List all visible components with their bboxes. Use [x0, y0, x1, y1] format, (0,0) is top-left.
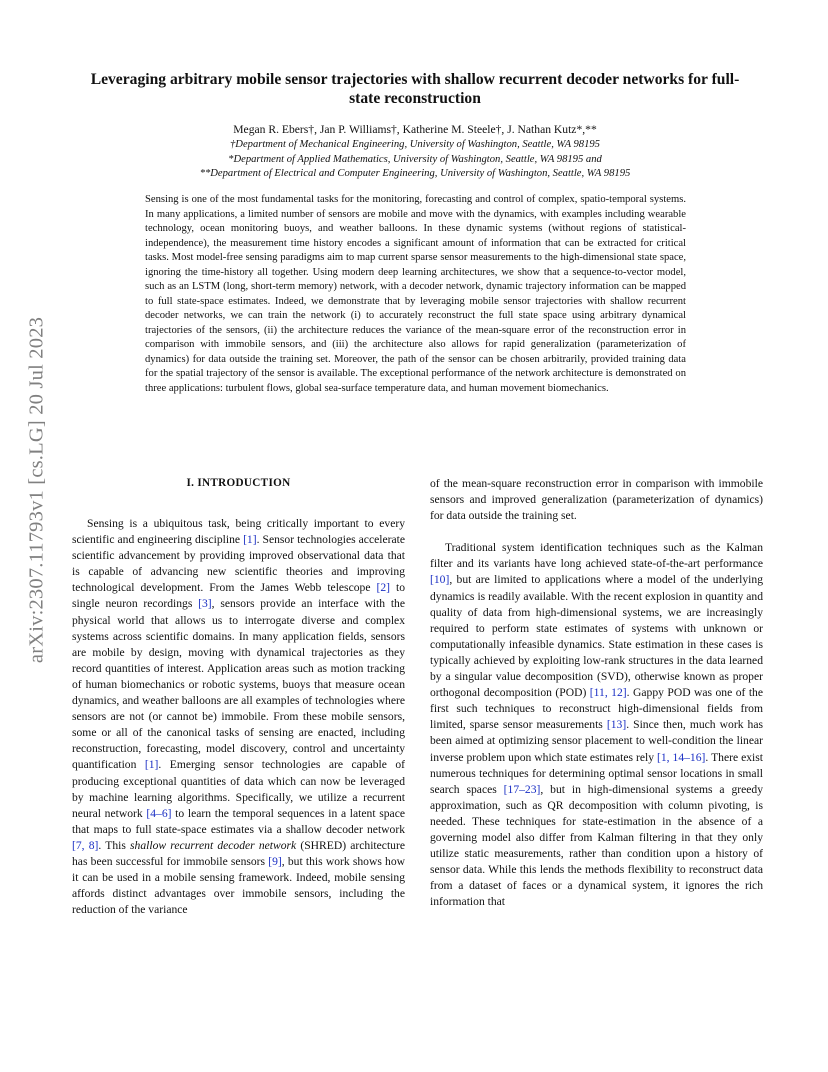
- abstract: Sensing is one of the most fundamental tasks for the monitoring, forecasting and control of complex, spatio-temporal systems. In many applications, a limited number of sensors are mobile and move with the dynamics, with examples including wearable technology, ocean monitoring buoys, and weather balloons. In these dynamic systems (without regions of statistical-independence), the measurement time history encodes a significant amount of information that can be extracted for critical tasks. Most model-free sensing paradigms aim to map current sparse sensor measurements to the high-dimensional state space, ignoring the time-history all together. Using modern deep learning architectures, we show that a sequence-to-vector model, such as an LSTM (long, short-term memory) network, with a decoder network, dynamic trajectory information can be mapped to full state-space estimates. Indeed, we demonstrate that by leveraging mobile sensor trajectories with shallow recurrent decoder networks, we can train the network (i) to accurately reconstruct the full state space using arbitrary dynamical trajectories of the sensors, (ii) the architecture reduces the variance of the mean-square error of the reconstruction error in comparison with immobile sensors, and (iii) the architecture also allows for rapid generalization (parameterization of dynamics) for data outside the training set. Moreover, the path of the sensor can be chosen arbitrarily, provided training data for the spatial trajectory of the sensor is available. The exceptional performance of the network architecture is demonstrated on three applications: turbulent flows, global sea-surface temperature data, and human movement biomechanics.: [145, 194, 686, 394]
- text-run: to single neuron recordings: [72, 581, 405, 611]
- text-run: . Since then, much work has been aimed at optimizing sensor placement to well-condition the linear inverse problem upon which state estimates rely: [430, 718, 763, 764]
- text-run: Traditional system identification techniques such as the Kalman filter and its variants have long achieved state-of-the-art performance: [430, 541, 763, 571]
- citation-link[interactable]: [10]: [430, 573, 450, 587]
- citation-link[interactable]: [9]: [268, 854, 282, 868]
- body-column-right: [430, 476, 763, 910]
- affiliation-applied-math: *Department of Applied Mathematics, University of Washington, Seattle, WA 98195 and: [228, 154, 602, 165]
- text-run: , but this work shows how it can be used in a mobile sensing framework. Indeed, mobile sensing affords distinct advantages over immobile sensors, including the reduction of the variance: [72, 854, 405, 917]
- intro-paragraph-1: [72, 516, 405, 918]
- author-list: Megan R. Ebers†, Jan P. Williams†, Katherine M. Steele†, J. Nathan Kutz*,**: [233, 123, 597, 136]
- citation-link[interactable]: [1]: [144, 758, 159, 772]
- citation-link[interactable]: [1]: [243, 533, 257, 547]
- text-run: Sensing is a ubiquitous task, being critically important to every scientific and engineering discipline: [72, 517, 405, 547]
- intro-paragraph-1-continued: of the mean-square reconstruction error in comparison with immobile sensors and improved generalization (parameterization of dynamics) for data outside the training set.: [430, 477, 763, 523]
- text-run: , but in high-dimensional systems a greedy approximation, such as QR decomposition with column pivoting, is needed. These techniques for state-estimation in the absence of a governing model also differ from Kalman filtering in that they only utilize static measurements, rather than condition upon a history of sensor data. While this lends the methods flexibility to reconstruct data from a dataset of faces or a dynamical system, it ignores the rich information that: [430, 782, 763, 909]
- text-run: . This: [98, 838, 131, 852]
- arxiv-identifier-text: arXiv:2307.11793v1 [cs.LG] 20 Jul 2023: [25, 316, 48, 664]
- text-run: . There exist numerous techniques for determining optimal sensor locations in small search spaces: [430, 750, 763, 796]
- citation-link[interactable]: [11, 12]: [589, 686, 627, 700]
- arxiv-identifier-stamp: [17, 295, 57, 685]
- citation-link[interactable]: [2]: [376, 581, 390, 595]
- text-run: , but are limited to applications where a model of the underlying dynamics is readily available. With the recent explosion in quantity and quality of data from high-dimensional systems, we are increasingly required to perform state estimates of systems with unknown or computationally infeasible dynamics. State estimation in these cases is typically achieved by exploiting low-rank structures in the data learned by a singular value decomposition (SVD), otherwise known as proper orthogonal decomposition (POD): [430, 573, 763, 700]
- citation-link[interactable]: [4–6]: [146, 806, 172, 820]
- citation-link[interactable]: [3]: [198, 597, 212, 611]
- text-run: . Emerging sensor technologies are capable of producing exceptional quantities of data which can now be leveraged by machine learning algorithms. Specifically, we utilize a recurrent neural network: [72, 758, 405, 820]
- intro-paragraph-2: [430, 540, 763, 910]
- text-run: to learn the temporal sequences in a latent space that maps to full state-space estimates via a shallow decoder network: [72, 806, 405, 836]
- text-run: . Sensor technologies accelerate scientific advancement by providing improved observational data that is capable of advancing new scientific theories and improving technological development. From the James Webb telescope: [72, 533, 405, 595]
- citation-link[interactable]: [17–23]: [503, 782, 541, 796]
- body-column-left: [72, 516, 405, 918]
- text-run: (SHRED) architecture has been successful for immobile sensors: [72, 838, 405, 868]
- paper-title: Leveraging arbitrary mobile sensor trajectories with shallow recurrent decoder networks for full-state reconstruction: [90, 71, 740, 107]
- citation-link[interactable]: [13]: [606, 718, 627, 732]
- affiliation-mechanical: †Department of Mechanical Engineering, University of Washington, Seattle, WA 98195: [230, 139, 600, 150]
- citation-link[interactable]: [1, 14–16]: [656, 750, 706, 764]
- text-run: , sensors provide an interface with the physical world that allows us to interrogate diverse and complex systems across scientific domains. In many application fields, sensors are mobile by design, moving with dynamical trajectories as they record quantities of interest. Application areas such as motion tracking of human biomechanics or robotic systems, buoys that measure ocean dynamics, and weather balloons are all examples of technologies where sensors are not (or cannot be) immobile. From these mobile sensors, some or all of the canonical tasks of sensing are enacted, including reconstruction, forecasting, model discovery, control and uncertainty quantification: [72, 597, 405, 772]
- citation-link[interactable]: [7, 8]: [72, 838, 99, 852]
- text-run: . Gappy POD was one of the first such techniques to reconstruct high-dimensional fields from limited, sparse sensor measurements: [430, 686, 763, 732]
- section-heading-introduction: I. INTRODUCTION: [186, 477, 291, 489]
- affiliation-electrical: **Department of Electrical and Computer Engineering, University of Washington, Seattle, WA 98195: [199, 168, 631, 179]
- emphasized-term: shallow recurrent decoder network: [130, 838, 297, 852]
